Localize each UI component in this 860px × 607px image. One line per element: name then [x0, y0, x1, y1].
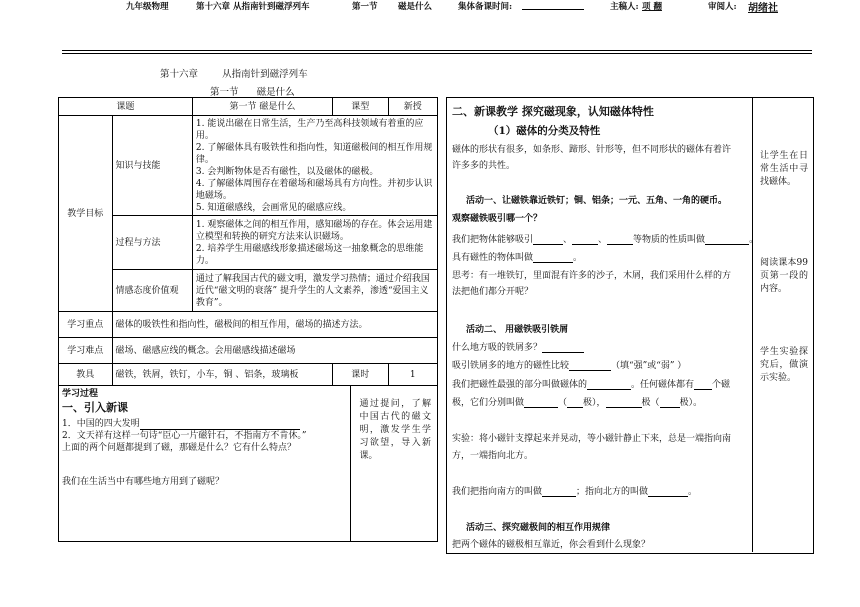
intro-q2: 2．文天祥有这样一句诗“臣心一片磁针石，不指南方不肯休。” [62, 431, 307, 441]
process-section [59, 386, 351, 542]
prep-time-blank [522, 9, 584, 10]
key-value: 磁体的吸铁性和指向性，磁极间的相互作用，磁场的描述方法。 [112, 312, 437, 338]
hours-value: 1 [388, 364, 437, 386]
knowledge-item: 3. 会判断物体是否有磁性，以及磁体的磁极。 [195, 166, 379, 177]
intro-note: 通过提问，了解中国古代的磁文明，激发学生学习欲望，导入新课。 [351, 386, 438, 542]
process-item: 2. 培养学生用磁感线形象描述磁场这一抽象概念的思维能力。 [195, 243, 424, 266]
exp3b-text: ；指向北方的叫做 [576, 487, 649, 497]
new-lesson-title: 二、新课教学 探究磁现象，认知磁体特性 [452, 105, 654, 118]
act1a2-text: 等物质的性质叫做 [633, 235, 706, 245]
act2b-text: 我们把磁性最强的部分叫做磁体的 [452, 380, 588, 390]
hours-label: 课时 [332, 364, 388, 386]
intro-title: 一、引入新课 [62, 401, 128, 414]
activity-1-question: 观察磁铁吸引哪一个？ [452, 214, 543, 224]
tools-label: 教具 [59, 364, 113, 386]
activity-3: 活动三、探究磁极间的相互作用规律 [466, 523, 611, 533]
blank [607, 235, 633, 245]
intro-q1-text: 1．中国的四大发明 [62, 419, 140, 429]
blank [648, 487, 688, 497]
header-section: 第一节 [352, 2, 378, 12]
topic-value: 第一节 磁是什么 [192, 98, 332, 116]
knowledge-item: 2. 了解磁体具有吸铁性和指向性，知道磁极间的相互作用规律。 [195, 142, 433, 165]
act2a-hint: （填“强”或“弱” ） [611, 361, 687, 371]
blank [660, 398, 680, 408]
difficulty-value: 磁场、磁感应线的概念。会用磁感线描述磁场 [112, 338, 437, 364]
sub-title-1: （1）磁体的分类及特性 [488, 125, 601, 137]
knowledge-item: 1. 能说出磁在日常生活，生产乃至高科技领域有着重的应用。 [195, 118, 424, 141]
header-grade: 九年级物理 [126, 2, 169, 12]
emotion-value: 通过了解我国古代的磁文明，激发学习热情；通过介绍我国近代“磁文明的衰落” 提升学生的人文素养，渗透“爱国主义教育”。 [192, 270, 437, 312]
blank [606, 398, 642, 408]
experiment-line-2: 方，一端指向北方。 [452, 451, 534, 461]
page-header [0, 0, 860, 14]
exp3-text: 我们把指向南方的叫做 [452, 487, 543, 497]
goals-label: 教学目标 [59, 116, 113, 312]
activity-2-poles [452, 377, 730, 390]
act2c-n: （ [558, 398, 568, 408]
knowledge-label: 知识与技能 [112, 116, 192, 216]
intro-q1-blank [140, 420, 300, 430]
act2c-s: 极（ [641, 398, 660, 408]
lesson-plan-table [58, 97, 438, 542]
topic-label: 课题 [59, 98, 193, 116]
activity-1: 活动一、让磁铁靠近铁钉；铜、铝条；一元、五角、一角的硬币。 [466, 196, 728, 206]
activity-1-answer: 我们把物体能够吸引 、 、 等物质的性质叫做 。 [452, 235, 759, 245]
header-author: 项 翻 [642, 2, 662, 12]
blank [572, 235, 598, 245]
blank [705, 235, 749, 245]
header-rule [62, 50, 812, 51]
experiment-line-3: 我们把指向南方的叫做 ；指向北方的叫做 。 [452, 487, 698, 497]
act2a-text: 吸引铁屑多的地方的磁性比较 [452, 361, 570, 371]
knowledge-item: 5. 知道磁感线，会画常见的磁感应线。 [195, 202, 352, 213]
blank [542, 487, 576, 497]
process-item: 1. 观察磁体之间的相互作用，感知磁场的存在。体会运用建立模型和转换的研究方法来认识磁场。 [195, 219, 433, 242]
think-line-2: 法把他们都分开呢？ [452, 287, 534, 297]
act2q-text: 什么地方吸的铁屑多？ [452, 343, 543, 353]
key-label: 学习重点 [59, 312, 113, 338]
difficulty-label: 学习难点 [59, 338, 113, 364]
section-title: 第一节 磁是什么 [210, 87, 295, 98]
side-note-2: 阅读课本99页第一段的内容。 [760, 258, 808, 294]
knowledge-item: 4. 了解磁体周围存在着磁场和磁场具有方向性。并初步认识地磁场。 [195, 178, 433, 201]
activity-3-question: 把两个磁体的磁极相互靠近，你会看到什么现象？ [452, 540, 651, 550]
side-note-1: 让学生在日常生活中寻找磁体。 [760, 151, 808, 187]
tools-value: 磁铁，铁屑，铁钉，小车，铜 、铝条，玻璃板 [112, 364, 332, 386]
process-title: 学习过程 [62, 389, 99, 399]
p1b: 许多多的共性。 [452, 161, 516, 171]
header-chapter: 第十六章 从指南针到磁浮列车 [196, 2, 310, 12]
header-prep-time-label: 集体备课时间: [458, 2, 513, 12]
experiment-line-1: 实验：将小磁针支撑起来并晃动，等小磁针静止下来，总是一端指向南 [452, 434, 732, 444]
blank [567, 398, 583, 408]
process-label: 过程与方法 [112, 216, 192, 270]
header-reviewer-label: 审阅人: [708, 2, 737, 12]
activity-2-pole-names [452, 395, 702, 408]
activity-2: 活动二、 用磁铁吸引铁屑 [466, 325, 569, 335]
type-value: 新授 [388, 98, 437, 116]
header-author-label: 主稿人: [610, 2, 639, 12]
act2c-s2: 极）。 [679, 398, 703, 408]
act2b3-text: 个磁 [712, 380, 731, 390]
blank [694, 380, 712, 390]
blank [533, 253, 573, 263]
act2c-text: 极，它们分别叫做 [452, 398, 525, 408]
act1a-text: 我们把物体能够吸引 [452, 235, 534, 245]
p1a: 磁体的形状有很多，如条形、蹄形、针形等，但不同形状的磁体有着许 [452, 145, 732, 155]
blank [587, 380, 631, 390]
blank [524, 398, 558, 408]
act2b2-text: 。任何磁体都有 [631, 380, 695, 390]
side-note-3: 学生实验探究后，做演示实验。 [760, 347, 808, 383]
blank [533, 235, 563, 245]
act2c-n2: 极）， [583, 398, 606, 408]
chapter-title: 第十六章 从指南针到磁浮列车 [160, 69, 308, 80]
blank [569, 361, 611, 371]
knowledge-cell [192, 116, 437, 216]
header-topic: 磁是什么 [398, 2, 433, 12]
emotion-label: 情感态度价值观 [112, 270, 192, 312]
blank [542, 343, 584, 353]
type-label: 课型 [332, 98, 388, 116]
intro-q1 [62, 418, 347, 430]
activity-2-question [452, 340, 584, 353]
intro-q3: 上面的两个问题都提到了磁，那磁是什么？它有什么特点？ [62, 443, 297, 453]
think-line-1: 思考：有一堆铁钉，里面混有许多的沙子，木屑，我们采用什么样的方 [452, 271, 732, 281]
activity-2-answer [452, 358, 686, 371]
header-reviewer: 胡绪社 [748, 3, 778, 14]
act1b-text: 具有磁性的物体叫做 [452, 253, 534, 263]
intro-q4: 我们在生活当中有哪些地方用到了磁呢？ [62, 477, 225, 487]
activity-1-magnet: 具有磁性的物体叫做 。 [452, 253, 583, 263]
process-cell [192, 216, 437, 270]
right-panel-divider [752, 97, 753, 552]
header-rule-2 [62, 53, 812, 54]
